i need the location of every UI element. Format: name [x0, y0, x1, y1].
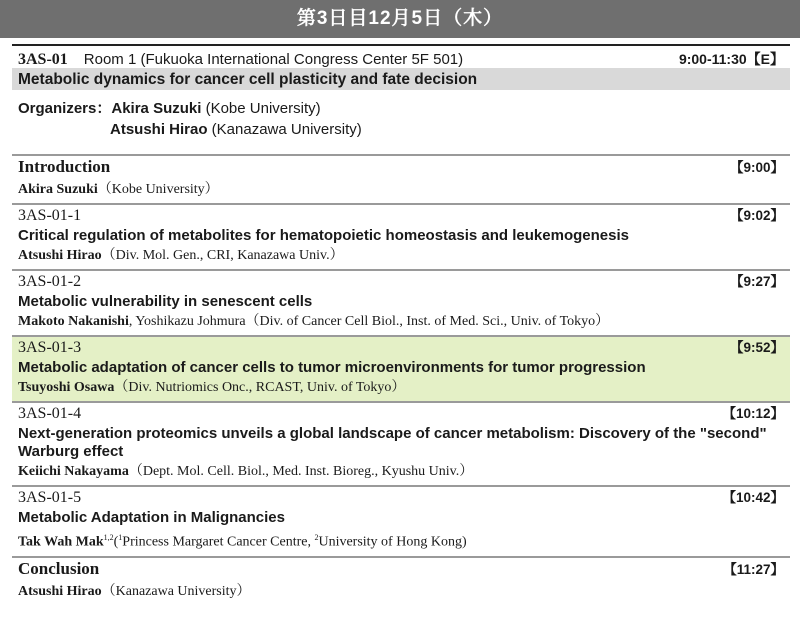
presenting-author: Atsushi Hirao [18, 248, 102, 263]
day-banner: 第3日目12月5日（木） [0, 0, 800, 38]
presenting-author: Tsuyoshi Osawa [18, 380, 115, 395]
talk-title: Critical regulation of metabolites for hematopoietic homeostasis and leukemogenesis [18, 227, 629, 244]
presenting-author: Akira Suzuki [18, 182, 98, 197]
talk-3as-01-1 [12, 203, 790, 269]
talk-time: 【10:12】 [722, 406, 784, 421]
affil-superscript: 1,2 [103, 533, 114, 542]
talk-time: 【9:52】 [729, 340, 784, 355]
talk-time: 【9:00】 [729, 160, 784, 175]
talk-time: 【9:02】 [729, 208, 784, 223]
organizer-name: Akira Suzuki [111, 100, 202, 117]
talk-time: 【11:27】 [723, 561, 784, 577]
session-header [12, 44, 790, 68]
talk-time: 【9:27】 [729, 274, 784, 289]
session-code: 3AS-01 [18, 51, 68, 68]
talk-3as-01-3 [12, 335, 790, 401]
presenting-author: Tak Wah Mak [18, 534, 104, 550]
talk-authors: Tsuyoshi Osawa（Div. Nutriomics Onc., RCAST, Univ. of Tokyo） [18, 380, 406, 395]
talk-title: Metabolic Adaptation in Malignancies [18, 509, 285, 526]
organizers [12, 90, 790, 140]
organizer-name: Atsushi Hirao [110, 121, 208, 138]
talk-title: Metabolic vulnerability in senescent cells [18, 293, 313, 310]
talk-conclusion [12, 556, 790, 605]
talk-3as-01-2 [12, 269, 790, 335]
talk-code: 3AS-01-5 [18, 489, 82, 506]
organizers-label: Organizers： [18, 100, 112, 117]
talk-authors: Atsushi Hirao（Div. Mol. Gen., CRI, Kanazawa Univ.） [18, 248, 344, 263]
talk-code: 3AS-01-3 [18, 339, 82, 356]
session-room: Room 1 (Fukuoka International Congress Center 5F 501) [83, 51, 464, 68]
talk-code: Conclusion [18, 558, 100, 578]
talk-authors: Makoto Nakanishi, Yoshikazu Johmura（Div. of Cancer Cell Biol., Inst. of Med. Sci., Univ. of Tokyo） [18, 314, 610, 329]
presenting-author: Keiichi Nakayama [18, 464, 129, 479]
organizer-affil: (Kobe University) [201, 100, 321, 117]
talk-code: Introduction [18, 157, 111, 176]
talk-3as-01-4 [12, 401, 790, 485]
talk-authors: Atsushi Hirao（Kanazawa University） [18, 583, 251, 599]
talk-3as-01-5 [12, 485, 790, 556]
talk-introduction [12, 154, 790, 203]
talk-code: 3AS-01-4 [18, 405, 82, 422]
program-page [12, 44, 790, 605]
talk-code: 3AS-01-2 [18, 273, 82, 290]
organizer-affil: (Kanazawa University) [207, 121, 362, 138]
session-time: 9:00-11:30【E】 [678, 51, 784, 67]
talk-authors: Tak Wah Mak$^{1,2}$($^1$Princess Margaret Cancer Centre, $^2$University of Hong Kong) [18, 533, 467, 550]
talk-authors: Keiichi Nakayama（Dept. Mol. Cell. Biol., Med. Inst. Bioreg., Kyushu Univ.） [18, 464, 474, 479]
talk-title: Metabolic adaptation of cancer cells to tumor microenvironments for tumor progression [18, 359, 646, 376]
session-title: Metabolic dynamics for cancer cell plasticity and fate decision [12, 68, 790, 90]
talk-title: Next-generation proteomics unveils a global landscape of cancer metabolism: Discovery of the "second" Warburg effect [18, 425, 767, 460]
talk-code: 3AS-01-1 [18, 207, 82, 224]
talk-time: 【10:42】 [722, 490, 784, 505]
talk-authors: Akira Suzuki（Kobe University） [18, 182, 219, 197]
presenting-author: Atsushi Hirao [18, 583, 102, 599]
presenting-author: Makoto Nakanishi [18, 314, 129, 329]
